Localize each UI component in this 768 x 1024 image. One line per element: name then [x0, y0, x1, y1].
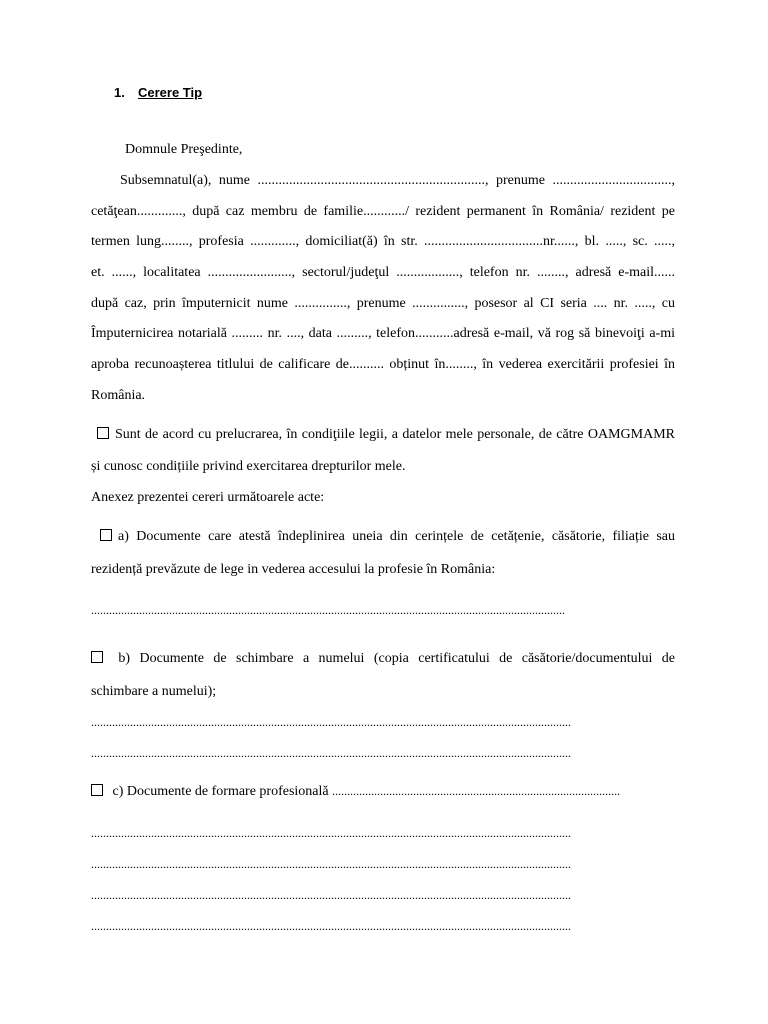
body-line-5: după caz, prin împuternicit nume ..............., prenume ..............., posesor al CI seria .... nr. ....., cu	[91, 296, 675, 311]
option-a-row	[100, 528, 675, 546]
body-line-2: cetăţean............., după caz membru de familie............/ rezident permanent în România/ rezident pe	[91, 204, 675, 219]
option-c-fill[interactable]: ................................................................................................	[332, 784, 621, 798]
body-line-4: et. ......, localitatea ........................, sectorul/judeţul .................., telefon nr. ........, adresă e-mail......	[91, 265, 675, 280]
option-b-checkbox[interactable]	[91, 651, 103, 663]
option-b-fill-line-1[interactable]: ................................................................................................................................................................	[91, 715, 571, 729]
option-c-fill-line-4[interactable]: ................................................................................................................................................................	[91, 919, 571, 933]
option-c-fill-line-2[interactable]: ................................................................................................................................................................	[91, 857, 571, 871]
body-line-1: Subsemnatul(a), nume ................................................................., prenume ..................................,	[120, 173, 675, 188]
option-a-fill-line[interactable]: ..............................................................................................................................................................	[91, 603, 565, 617]
option-b-fill-line-2[interactable]: ................................................................................................................................................................	[91, 746, 571, 760]
body-line-8: România.	[91, 388, 146, 403]
option-c-fill-line-1[interactable]: ................................................................................................................................................................	[91, 826, 571, 840]
option-b-text-2: schimbare a numelui);	[91, 684, 217, 699]
body-line-6: Împuternicirea notarială ......... nr. ...., data ........., telefon...........adresă e-mail, vă rog să binevoiţi a-mi	[91, 326, 675, 341]
option-c-row	[91, 782, 620, 801]
option-c-label: c) Documente de formare profesională	[112, 784, 333, 799]
salutation: Domnule Preşedinte,	[125, 142, 243, 157]
consent-row	[97, 426, 675, 444]
annex-intro: Anexez prezentei cereri următoarele acte:	[91, 490, 325, 505]
section-number: 1.	[114, 85, 125, 100]
option-c-checkbox[interactable]	[91, 784, 103, 796]
option-a-text-1: a) Documente care atestă îndeplinirea uneia din cerințele de cetățenie, căsătorie, filiație sau	[118, 529, 675, 544]
consent-text-1: Sunt de acord cu prelucrarea, în condiţiile legii, a datelor mele personale, de către OAMGMAMR	[115, 427, 675, 442]
consent-checkbox[interactable]	[97, 427, 109, 439]
section-title: Cerere Tip	[138, 85, 203, 100]
consent-text-2: și cunosc condițiile privind exercitarea drepturilor mele.	[91, 459, 406, 474]
section-heading	[114, 85, 202, 100]
option-a-checkbox[interactable]	[100, 529, 112, 541]
option-c-fill-line-3[interactable]: ................................................................................................................................................................	[91, 888, 571, 902]
body-line-7: aproba recunoașterea titlului de calificare de.......... obținut în........, în vederea exercitării profesiei în	[91, 357, 675, 372]
option-b-text-1: b) Documente de schimbare a numelui (copia certificatului de căsătorie/documentului de	[118, 651, 675, 666]
option-b-row	[91, 650, 675, 668]
option-a-text-2: rezidență prevăzute de lege in vederea accesului la profesie în România:	[91, 562, 496, 577]
body-line-3: termen lung........, profesia ............., domiciliat(ă) în str. ..................................nr......, bl. ....., sc. .....,	[91, 234, 675, 249]
